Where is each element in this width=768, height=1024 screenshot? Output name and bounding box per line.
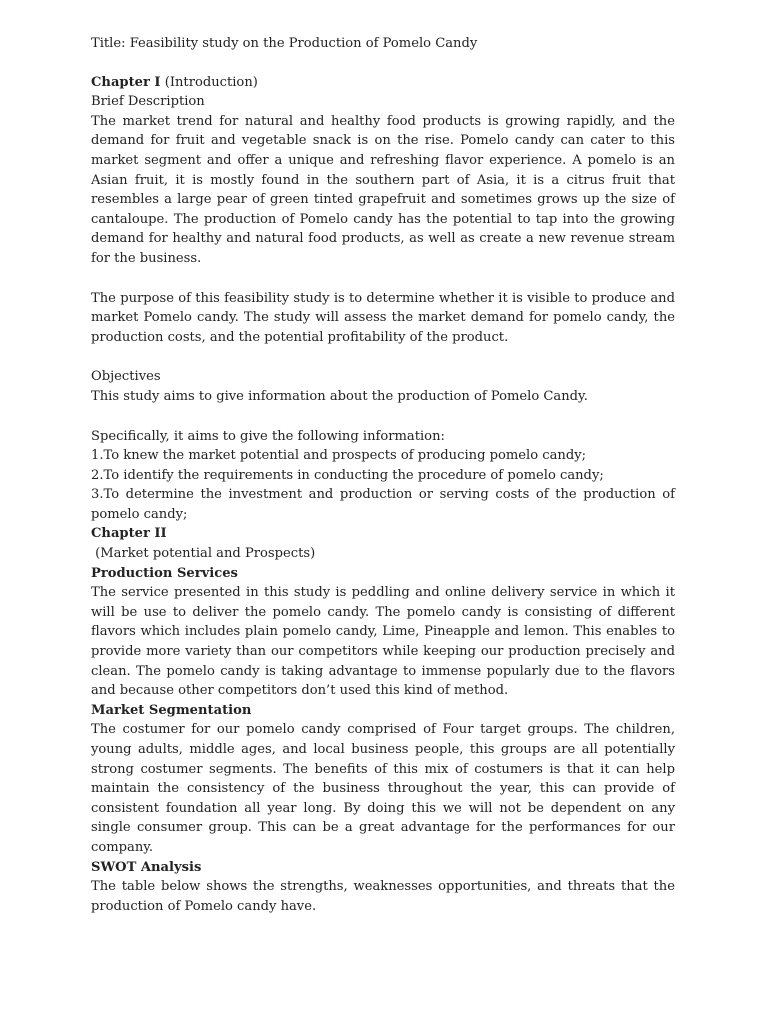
specifically-text: Specifically, it aims to give the following information: bbox=[91, 428, 445, 444]
objective-item-3: 3.To determine the investment and production or serving costs of the production of pomelo candy; bbox=[91, 487, 675, 522]
intro-paragraph-2: The purpose of this feasibility study is to determine whether it is visible to produce and market Pomelo candy. The study will assess the market demand for pomelo candy, the production costs, and the potential profitability of the product. bbox=[91, 290, 675, 345]
chapter1-heading-line bbox=[91, 73, 675, 93]
objective-item-1: 1.To knew the market potential and prospects of producing pomelo candy; bbox=[91, 448, 587, 464]
market-segmentation-heading: Market Segmentation bbox=[91, 702, 252, 718]
market-segmentation-text: The costumer for our pomelo candy comprised of Four target groups. The children, young adults, middle ages, and local business people, this groups are all potentially strong costumer segments. The benefits of this mix of costumers is that it can help maintain the consistency of the business throughout the year, this can provide of consistent foundation all year long. By doing this we will not be dependent on any single consumer group. This can be a great advantage for the performances for our company. bbox=[91, 722, 675, 855]
production-services-text: The service presented in this study is peddling and online delivery service in which it will be use to deliver the pomelo candy. The pomelo candy is consisting of different flavors which includes plain pomelo candy, Lime, Pineapple and lemon. This enables to provide more variety than our competitors while keeping our production precisely and clean. The pomelo candy is taking advantage to immense popularly due to the flavors and because other competitors don’t used this kind of method. bbox=[91, 585, 675, 699]
intro-paragraph-1: The market trend for natural and healthy food products is growing rapidly, and the demand for fruit and vegetable snack is on the rise. Pomelo candy can cater to this market segment and offer a unique and refreshing flavor experience. A pomelo is an Asian fruit, it is mostly found in the southern part of Asia, it is a citrus fruit that resembles a large pear of green tinted grapefruit and sometimes grows up the size of cantaloupe. The production of Pomelo candy has the potential to tap into the growing demand for healthy and natural food products, as well as create a new revenue stream for the business. bbox=[91, 113, 675, 266]
swot-text: The table below shows the strengths, weaknesses opportunities, and threats that the production of Pomelo candy have. bbox=[91, 879, 675, 914]
document-title: Title: Feasibility study on the Production of Pomelo Candy bbox=[91, 36, 478, 51]
chapter2-heading: Chapter II bbox=[91, 526, 167, 542]
objective-item-2: 2.To identify the requirements in conducting the procedure of pomelo candy; bbox=[91, 467, 604, 483]
production-services-heading: Production Services bbox=[91, 565, 238, 581]
swot-heading: SWOT Analysis bbox=[91, 859, 202, 875]
objectives-text: This study aims to give information about the production of Pomelo Candy. bbox=[91, 388, 588, 404]
chapter1-subheading: (Introduction) bbox=[164, 74, 258, 90]
chapter2-subheading: (Market potential and Prospects) bbox=[91, 546, 316, 562]
objectives-label: Objectives bbox=[91, 369, 161, 385]
document-page bbox=[91, 34, 675, 916]
brief-description-label: Brief Description bbox=[91, 94, 205, 110]
chapter1-heading: Chapter I bbox=[91, 74, 161, 90]
